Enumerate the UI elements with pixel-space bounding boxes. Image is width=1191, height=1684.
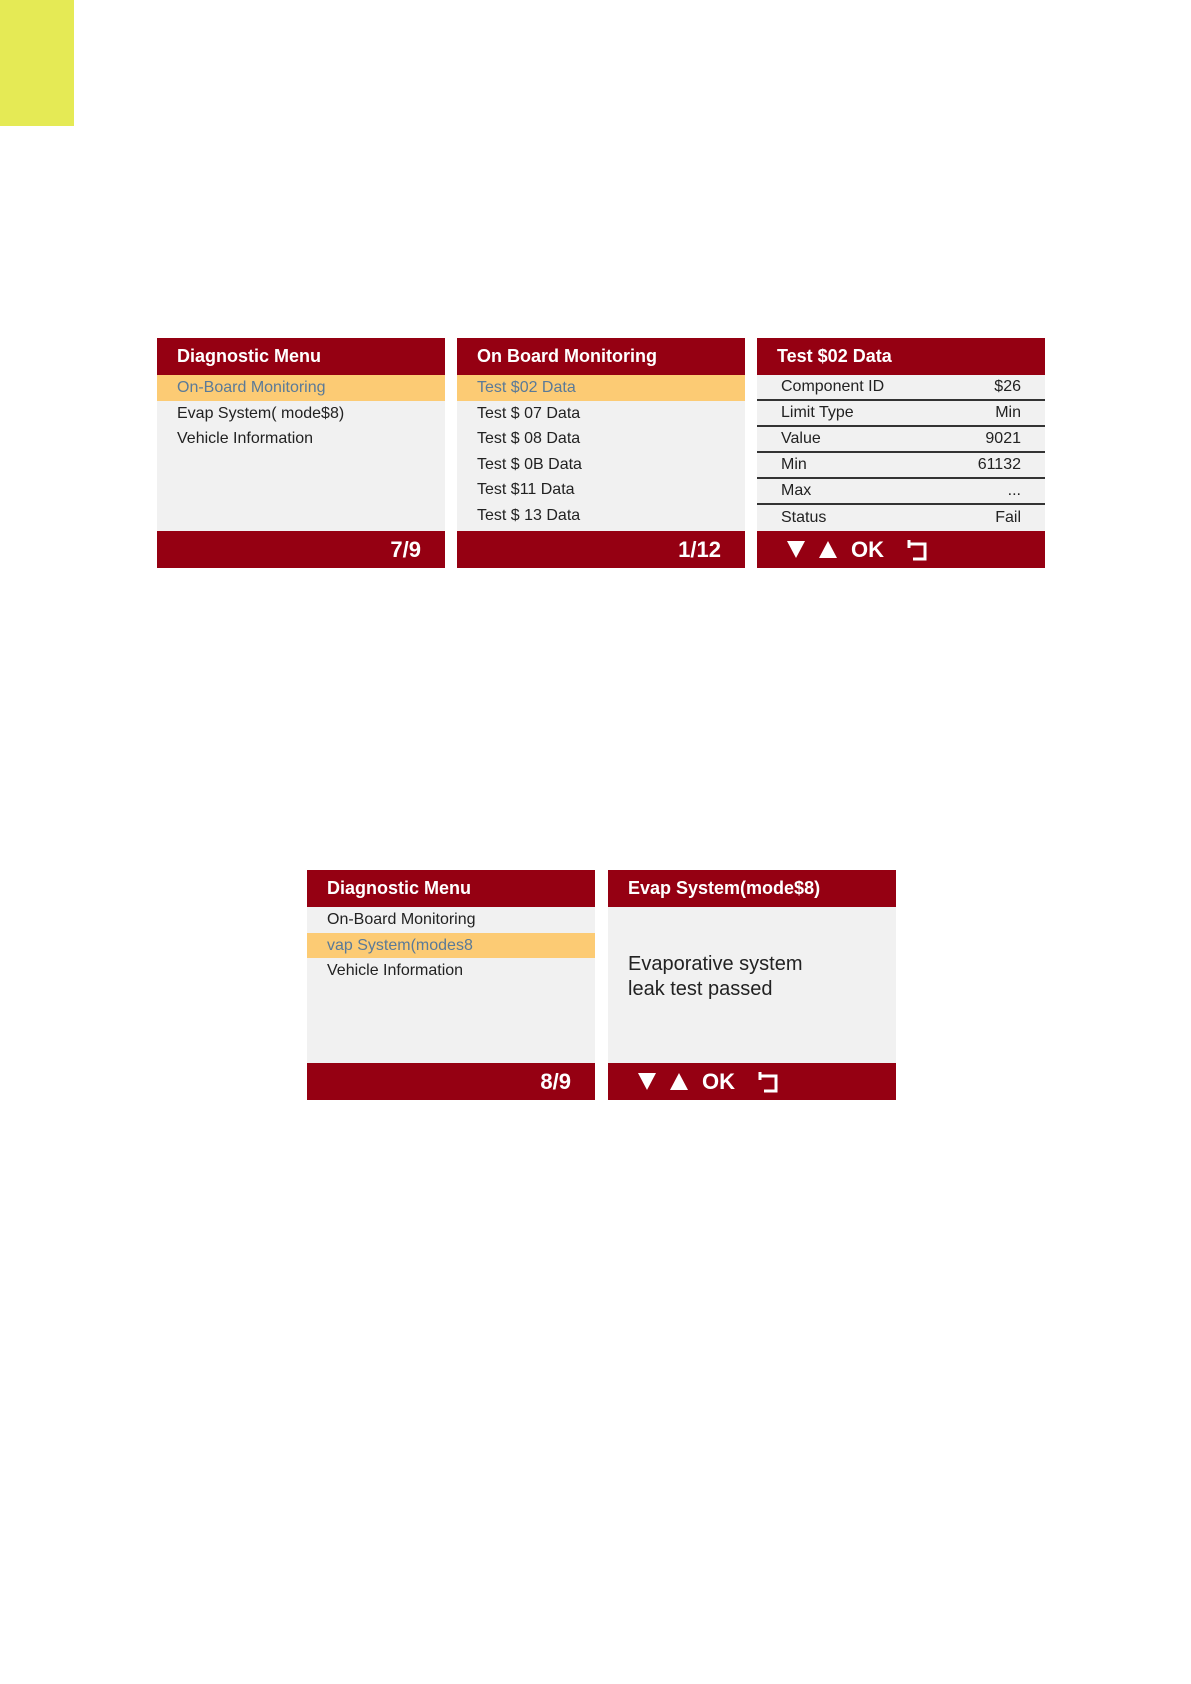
- data-row: [757, 427, 1045, 453]
- menu-item-on-board-monitoring[interactable]: On-Board Monitoring: [327, 911, 476, 928]
- screen-title: Evap System(mode$8): [608, 870, 896, 907]
- arrow-up-icon[interactable]: [819, 541, 837, 558]
- menu-item-test-02[interactable]: Test $02 Data: [457, 375, 745, 401]
- row-label: Value: [781, 430, 821, 447]
- menu-item-on-board-monitoring[interactable]: On-Board Monitoring: [157, 375, 445, 401]
- test-02-data-screen: [757, 338, 1045, 568]
- menu-item-vehicle-information[interactable]: Vehicle Information: [327, 962, 464, 979]
- row-value: 9021: [985, 430, 1021, 447]
- back-return-icon[interactable]: [757, 1070, 781, 1094]
- evap-system-screen: [608, 870, 896, 1100]
- ok-button[interactable]: OK: [851, 536, 884, 562]
- menu-list: [307, 907, 595, 984]
- diagnostic-menu-screen-2: [307, 870, 595, 1100]
- nav-bar: [757, 531, 1045, 568]
- status-bar: [157, 531, 445, 568]
- data-table: [757, 375, 1045, 531]
- page-indicator: 1/12: [678, 537, 721, 562]
- status-bar: [457, 531, 745, 568]
- data-row: [757, 401, 1045, 427]
- row-label: Min: [781, 456, 807, 473]
- message-line-2: leak test passed: [628, 978, 773, 1000]
- nav-bar: [608, 1063, 896, 1100]
- row-label: Status: [781, 509, 827, 526]
- diagnostic-menu-screen-1: [157, 338, 445, 568]
- row-value: Fail: [995, 509, 1021, 526]
- screen-title: On Board Monitoring: [457, 338, 745, 375]
- data-row: [757, 479, 1045, 505]
- menu-item-vehicle-information[interactable]: Vehicle Information: [177, 430, 314, 447]
- ok-button[interactable]: OK: [702, 1068, 735, 1094]
- menu-item-evap-system[interactable]: vap System(modes8: [307, 933, 595, 959]
- on-board-monitoring-screen: [457, 338, 745, 568]
- page-indicator: 8/9: [540, 1069, 571, 1094]
- row-label: Max: [781, 482, 812, 499]
- row-value: $26: [994, 378, 1021, 395]
- arrow-down-icon[interactable]: [638, 1073, 656, 1090]
- screen-title: Diagnostic Menu: [307, 870, 595, 907]
- menu-item-test-08[interactable]: Test $ 08 Data: [477, 430, 581, 447]
- data-row: [757, 453, 1045, 479]
- menu-item-evap-system[interactable]: Evap System( mode$8): [177, 404, 345, 422]
- menu-list: [157, 375, 445, 452]
- menu-item-test-13[interactable]: Test $ 13 Data: [477, 506, 581, 524]
- status-bar: [307, 1063, 595, 1100]
- row-value: ...: [1007, 482, 1021, 499]
- back-return-icon[interactable]: [906, 538, 930, 562]
- menu-item-test-0b[interactable]: Test $ 0B Data: [477, 455, 582, 473]
- screen-title: Test $02 Data: [757, 338, 1045, 375]
- arrow-down-icon[interactable]: [787, 541, 805, 558]
- row-value: 61132: [977, 456, 1021, 473]
- data-row: [757, 505, 1045, 531]
- message-line-1: Evaporative system: [628, 953, 803, 975]
- result-message: [628, 952, 803, 1002]
- screen-title: Diagnostic Menu: [157, 338, 445, 375]
- menu-item-test-11[interactable]: Test $11 Data: [477, 481, 575, 498]
- page-indicator: 7/9: [390, 537, 421, 562]
- row-label: Limit Type: [781, 404, 854, 421]
- row-label: Component ID: [781, 378, 885, 395]
- data-row: [757, 375, 1045, 401]
- menu-item-test-07[interactable]: Test $ 07 Data: [477, 404, 581, 422]
- corner-color-tab: [0, 0, 74, 126]
- arrow-up-icon[interactable]: [670, 1073, 688, 1090]
- menu-list: [457, 375, 745, 528]
- row-value: Min: [995, 404, 1021, 421]
